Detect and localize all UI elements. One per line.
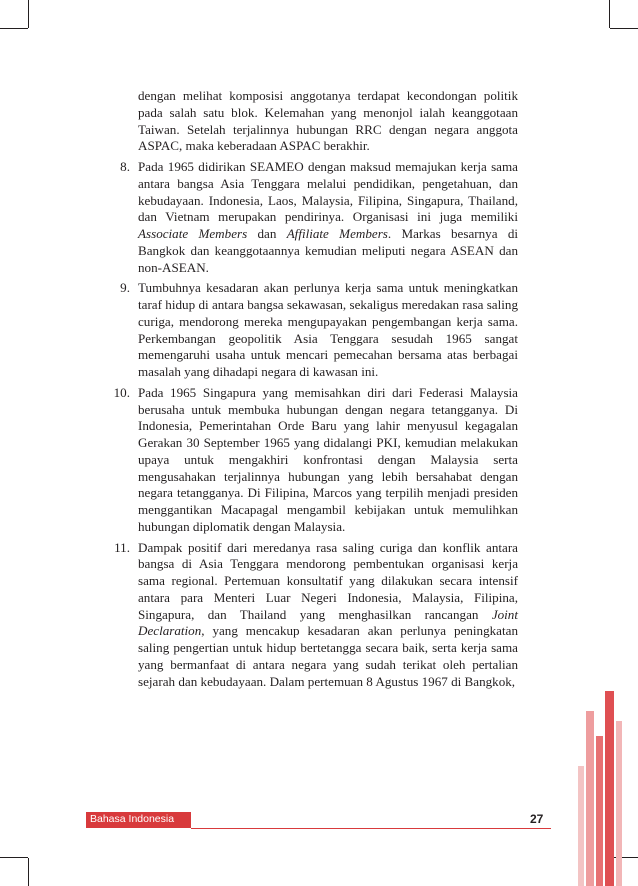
item-number: 9.: [120, 280, 130, 296]
item-text: Tumbuhnya kesadaran akan perlunya kerja sama untuk meningkatkan taraf hidup di antara bangsa sekawasan, sekaligus meredakan rasa saling curiga, mendorong mereka mengupayakan pengembangan kerja sama. Perkembangan geopolitik Asia Tenggara sesudah 1965 sangat memengaruhi usaha untuk mencari pemecahan bersama atas berbagai masalah yang dihadapi negara di kawasan ini.: [138, 280, 518, 379]
item-number: 11.: [114, 539, 130, 555]
stripe: [596, 736, 603, 886]
crop-mark: [0, 28, 28, 29]
stripe: [586, 711, 594, 886]
item-text: dengan melihat komposisi anggotanya terdapat kecondongan politik pada salah satu blok. Kelemahan yang menonjol ialah keanggotaan Taiwan. Setelah terjalinnya hubungan RRC dengan negara anggota ASPAC, maka keberadaan ASPAC berakhir.: [138, 88, 518, 154]
list-item: [108, 385, 518, 536]
crop-mark: [0, 857, 28, 858]
list-item: [108, 88, 518, 155]
page-body: [108, 88, 518, 694]
decorative-stripes: [578, 680, 624, 886]
item-text: Pada 1965 didirikan SEAMEO dengan maksud memajukan kerja sama antara bangsa Asia Tenggara melalui pendidikan, pengetahuan, dan kebudayaan. Indonesia, Laos, Malaysia, Filipina, Singapura, Thailand, dan Vietnam merupakan pendirinya. Organisasi ini juga memiliki Associate Members dan Affiliate Members. Markas besarnya di Bangkok dan keanggotaannya kemudian meliputi negara ASEAN dan non-ASEAN.: [138, 159, 519, 275]
stripe: [605, 691, 614, 886]
footer-rule: [191, 828, 551, 829]
item-number: 8.: [120, 159, 130, 174]
item-text: Pada 1965 Singapura yang memisahkan diri dari Federasi Malaysia berusaha untuk membuka hubungan dengan negara tetangganya. Di Indonesia, Pemerintahan Orde Baru yang lahir menyusul kegagalan Gerakan 30 September 1965 yang didalangi PKI, kemudian melakukan upaya untuk mengakhiri konfrontasi dengan Malaysia serta mengusahakan terjalinnya hubungan yang lebih bersahabat dengan negara tetangganya. Di Filipina, Marcos yang terpilih menjadi presiden menggantikan Macapagal mengambil kebijakan untuk memulihkan hubungan diplomatik dengan Malaysia.: [138, 384, 518, 534]
list-item: [108, 159, 518, 276]
page-number: 27: [530, 812, 544, 826]
item-number: 10.: [113, 384, 130, 400]
crop-mark: [28, 858, 29, 886]
crop-mark: [609, 0, 610, 28]
footer-book-title: Bahasa Indonesia: [90, 813, 175, 825]
crop-mark: [28, 0, 29, 28]
item-text: Dampak positif dari meredanya rasa saling curiga dan konflik antara bangsa di Asia Tenggara mendorong pembentukan organisasi kerja sama regional. Pertemuan konsultatif yang dilakukan secara intensif antara para Menteri Luar Negeri Indonesia, Malaysia, Filipina, Singapura, dan Thailand yang menghasilkan rancangan Joint Declaration, yang mencakup kesadaran akan perlunya peningkatan saling pengertian untuk hidup bertetangga secara baik, serta kerja sama yang bermanfaat di antara negara yang sudah terikat oleh pertalian sejarah dan kebudayaan. Dalam pertemuan 8 Agustus 1967 di Bangkok,: [138, 539, 518, 689]
stripe: [578, 766, 584, 886]
stripe: [616, 721, 622, 886]
crop-mark: [610, 28, 638, 29]
list-item: [108, 540, 518, 691]
list-item: [108, 280, 518, 381]
